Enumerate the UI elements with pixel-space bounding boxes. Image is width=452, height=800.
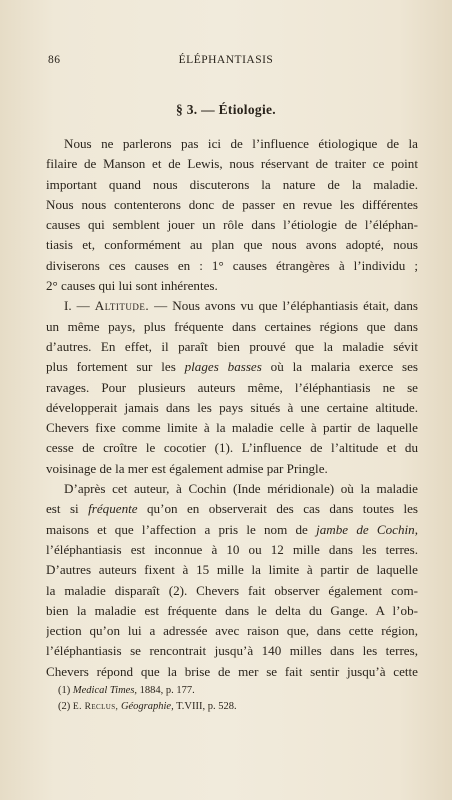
italic-term: fréquente [88,501,138,517]
footnote-2 [58,699,408,715]
text-line: important quand nous discuterons la nature de la maladie. [46,176,418,192]
italic-term: jambe de Cochin, [316,521,418,537]
italic-term: plages basses [184,359,262,375]
text-line: Nous ne parlerons pas ici de l’influence étiologique de la [64,136,418,151]
text-span: — Nous avons vu que l’éléphantiasis était, dans [149,298,418,314]
text-line: l’éléphantiasis est inconnue à 10 ou 12 mille dans les terres. [46,541,418,557]
footnote-text: T.VIII, p. 528. [173,701,237,712]
text-line [46,296,418,316]
footnote-number: (1) [58,685,73,696]
text-span: maisons et que l’affection a pris le nom de [46,521,317,537]
text-line: Chevers fixe comme limite à la maladie celle à partir de laquelle [46,420,418,436]
text-line: diviserons ces causes en : 1° causes étrangères à l’individu ; [46,257,418,273]
text-line: tiasis et, conformément au plan que nous avons adopté, nous [46,237,418,253]
text-line: ravages. Pour plusieurs auteurs même, l’éléphantiasis ne se [46,379,418,395]
text-line: Nous nous contenterons donc de passer en revue les différentes [46,196,418,212]
footnotes [58,683,408,715]
text-line [46,520,418,540]
footnote-1 [58,683,408,699]
text-line: filaire de Manson et de Lewis, nous réservant de traiter ce point [46,156,418,172]
text-line: développerait jamais dans les pays situés à une certaine altitude. [46,399,418,415]
text-line: voisinage de la mer est également admise par Pringle. [46,460,328,476]
text-span: est si [46,501,89,517]
text-line: l’éléphantiasis se rencontrait jusqu’à 140 milles dans les terres, [46,643,418,659]
page-number: 86 [48,54,61,66]
text-line: D’après cet auteur, à Cochin (Inde méridionale) où la maladie [64,481,418,497]
text-line: la maladie disparaît (2). Chevers fait observer également com- [46,582,418,598]
section-number: I. — [64,298,95,314]
text-line: D’autres auteurs fixent à 15 mille la limite à partir de laquelle [46,562,418,578]
running-title: ÉLÉPHANTIASIS [178,54,274,66]
footnote-title: Géographie, [118,701,174,712]
footnote-number: (2) [58,701,73,712]
text-line: bien la maladie est fréquente dans le delta du Gange. A l’ob- [46,602,418,618]
section-title: § 3. — Étiologie. [176,102,276,117]
text-span: où la malaria exerce ses [261,359,418,375]
text-line: Chevers répond que la brise de mer se fait sentir jusqu’à cette [46,663,418,679]
subsection-heading: Altitude. [94,298,150,314]
page-header [48,54,404,70]
text-line [46,357,418,377]
text-line: causes qui semblent jouer un rôle dans l’étiologie de l’éléphan- [46,217,418,233]
footnote-text: 1884, p. 177. [137,685,195,696]
text-line: un même pays, plus fréquente dans certaines régions que dans [46,318,418,334]
text-line: 2° causes qui lui sont inhérentes. [46,278,218,294]
text-span: plus fortement sur les [46,359,185,375]
text-span: qu’on en observerait des cas dans toutes les [137,501,418,517]
text-line: d’autres. En effet, il paraît bien prouvé que la maladie sévit [46,338,418,354]
text-line [46,499,418,519]
body-text [46,134,418,682]
footnote-title: Medical Times, [72,685,138,696]
footnote-author: E. Reclus, [72,702,119,712]
text-line: jection qu’on lui a adressée avec raison que, dans cette région, [46,623,418,639]
text-line: cesse de croître le cocotier (1). L’influence de l’altitude et du [46,440,418,456]
